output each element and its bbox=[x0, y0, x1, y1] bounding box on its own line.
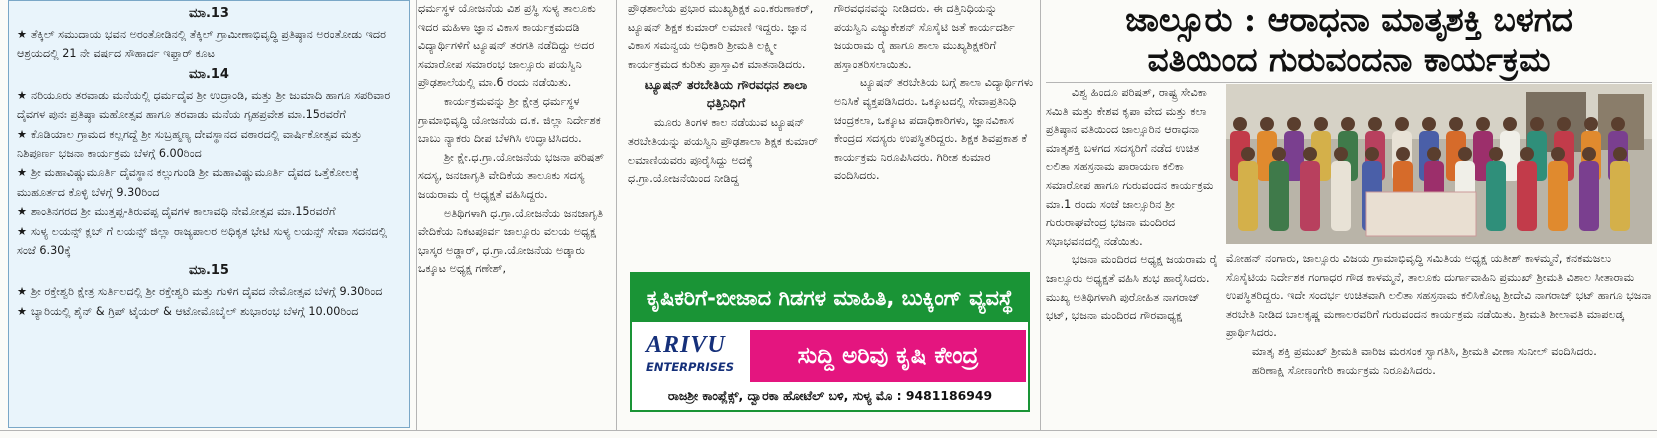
event-item bbox=[17, 222, 401, 261]
person-head bbox=[1314, 117, 1328, 131]
article-paragraph: ಹರಿಣಾಕ್ಷಿ ಸೋಣಂಗೇರಿ ಕಾರ್ಯಕ್ರಮ ನಿರೂಪಿಸಿದರು. bbox=[1252, 363, 1436, 377]
event-text: ಶಾಂತಿನಗರದ ಶ್ರೀ ಮುತ್ತಪ್ಪ-ತಿರುವಪ್ಪ ದೈವಗಳ ಕಾಲಾವಧಿ ನೇಮೋತ್ಸವ ಮಾ.15ರವರೆಗೆ bbox=[31, 205, 336, 219]
person-head bbox=[1395, 117, 1409, 131]
event-text: ಶ್ರೀ ರಕ್ತೇಶ್ವರಿ ಕ್ಷೇತ್ರ ಸುರ್ತಿಲದಲ್ಲಿ ಶ್ರೀ ರಕ್ತೇಶ್ವರಿ ಮತ್ತು ಗುಳಿಗ ದೈವದ ನೇಮೋತ್ಸವ ಬೆಳಗ್ಗೆ 9.30ರಿಂದ bbox=[31, 285, 383, 299]
article-paragraph: ಕಾರ್ಯಕ್ರಮವನ್ನು ಶ್ರೀ ಕ್ಷೇತ್ರ ಧರ್ಮಸ್ಥಳ ಗ್ರಾಮಾಭಿವೃದ್ಧಿ ಯೋಜನೆಯ ದ.ಕ. ಜಿಲ್ಲಾ ನಿರ್ದೇಶಕ ಬಾಬು ನ್ಯಾಕರು ದೀಪ ಬೆಳಗಿಸಿ ಉದ್ಘಾಟಿಸಿದರು. bbox=[418, 94, 601, 146]
person-body bbox=[1548, 161, 1568, 231]
star-bullet-icon: ★ bbox=[17, 224, 28, 238]
event-text: ಶ್ರೀ ಮಹಾವಿಷ್ಣುಮೂರ್ತಿ ದೈವಸ್ಥಾನ ಕಲ್ಲುಗುಂಡಿ ಶ್ರೀ ಮಹಾವಿಷ್ಣುಮೂರ್ತಿ ದೈವದ ಒತ್ತೆಕೋಲಕ್ಕೆ ಮುಹೂರ್ತದ ಕೊಳ್ಳಿ ಬೆಳಗ್ಗೆ 9.30ರಿಂದ bbox=[17, 166, 359, 199]
person-head bbox=[1582, 147, 1596, 161]
article-paragraph: ಗೌರವಧನವನ್ನು ನೀಡಿದರು. ಈ ದತ್ತಿನಿಧಿಯನ್ನು ಪಯಸ್ವಿನಿ ಎಜ್ಯುಕೇಶನ್ ಸೊಸೈಟಿ ಜತೆ ಕಾರ್ಯದರ್ಶಿ ಜಯರಾಮ ರೈ ಹಾಗೂ ಶಾಲಾ ಮುಖ್ಯಶಿಕ್ಷಕರಿಗೆ ಹಸ್ತಾಂತರಿಸಲಾಯಿತು. bbox=[834, 2, 1015, 71]
person-head bbox=[1303, 147, 1317, 161]
event-item bbox=[17, 202, 401, 221]
person-head bbox=[1287, 117, 1301, 131]
article-column-4 bbox=[834, 0, 1034, 265]
star-bullet-icon: ★ bbox=[17, 166, 28, 180]
star-bullet-icon: ★ bbox=[17, 205, 28, 219]
logo-main-text: ARIVU bbox=[646, 332, 726, 358]
person-head bbox=[1489, 147, 1503, 161]
article-paragraph: ಮೂರು ತಿಂಗಳ ಕಾಲ ನಡೆಯುವ ಟ್ಯೂಷನ್ ತರಬೇತಿಯನ್ನು ಪಯಸ್ವಿನಿ ಪ್ರೌಢಶಾಲಾ ಶಿಕ್ಷಕ ಕುಮಾರ್ ಲಮಾಣಿಯವರು ಪೂರೈಸಿದ್ದು ಅದಕ್ಕೆ ಧ.ಗ್ರಾ.ಯೋಜನೆಯಿಂದ ನೀಡಿದ್ದ bbox=[628, 116, 819, 186]
event-text: ಬ್ಯಾರಿಯಲ್ಲಿ ಶೈನ್ & ಗ್ರಿಪ್ ಟೈಯರ್ & ಆಟೋಮೊಬೈಲ್ ಶುಭಾರಂಭ ಬೆಳಗ್ಗೆ 10.00ರಿಂದ bbox=[31, 304, 359, 318]
column-divider bbox=[1040, 0, 1041, 430]
person-head bbox=[1551, 147, 1565, 161]
headline-line-1: ಜಾಲ್ಸೂರು : ಆರಾಧನಾ ಮಾತೃಶಕ್ತಿ ಬಳಗದ bbox=[1125, 0, 1573, 39]
logo-sub-text: ENTERPRISES bbox=[646, 360, 735, 374]
person-head bbox=[1260, 117, 1274, 131]
event-text: ಕೊಡಿಯಾಲ ಗ್ರಾಮದ ಕಲ್ಲಗದ್ದೆ ಶ್ರೀ ಸುಬ್ರಹ್ಮಣ್ಯ ದೇವಸ್ಥಾನದ ವಠಾರದಲ್ಲಿ ವಾರ್ಷಿಕೋತ್ಸವ ಮತ್ತು ನಿಶಿಪೂರ್ಣ ಭಜನಾ ಕಾರ್ಯಕ್ರಮ ಬೆಳಗ್ಗೆ 6.00ರಿಂದ bbox=[17, 127, 363, 161]
star-bullet-icon: ★ bbox=[17, 88, 28, 102]
date-heading-14: ಮಾ.14 bbox=[189, 66, 229, 82]
event-text: ನರಿಯೂರು ತರವಾಡು ಮನೆಯಲ್ಲಿ ಧರ್ಮದೈವ ಶ್ರೀ ಉದ್ರಾಂಡಿ, ಮತ್ತು ಶ್ರೀ ಜುಮಾದಿ ಹಾಗೂ ಸಪರಿವಾರ ದೈವಗಳ ಪುನಃ ಪ್ರತಿಷ್ಠಾ ಮಹೋತ್ಸವ ಹಾಗೂ ತರವಾಡು ಮನೆಯ ಗೃಹಪ್ರವೇಶ ಮಾ.15ರವರೆಗೆ bbox=[17, 88, 391, 122]
person-head bbox=[1530, 117, 1544, 131]
article-column-3 bbox=[628, 0, 824, 260]
event-item bbox=[17, 125, 401, 164]
article-paragraph: ವಿಶ್ವ ಹಿಂದೂ ಪರಿಷತ್, ರಾಷ್ಟ್ರ ಸೇವಿಕಾ ಸಮಿತಿ ಮತ್ತು ಕೇಶವ ಕೃಪಾ ವೇದ ಮತ್ತು ಕಲಾ ಪ್ರತಿಷ್ಠಾನ ವತಿಯಿಂದ ಜಾಲ್ಸೂರಿನ ಆರಾಧನಾ ಮಾತೃಶಕ್ತಿ ಬಳಗದ ಸದಸ್ಯರಿಗೆ ನಡೆದ ಉಚಿತ ಲಲಿತಾ ಸಹಸ್ರನಾಮ ಪಾರಾಯಣ ಕಲಿಕಾ ಸಮಾರೋಪ ಹಾಗೂ ಗುರುವಂದನ ಕಾರ್ಯಕ್ರಮ ಮಾ.1 ರಂದು ಸಂಜೆ ಜಾಲ್ಸೂರಿನ ಶ್ರೀ ಗುರುರಾಘವೇಂದ್ರ ಭಜನಾ ಮಂದಿರದ ಸಭಾಭವನದಲ್ಲಿ ನಡೆಯಿತು. bbox=[1046, 86, 1214, 248]
article-paragraph: ಮೋಹನ್ ನಂಗಾರು, ಜಾಲ್ಸೂರು ವಿಜಯ ಗ್ರಾಮಾಭಿವೃದ್ಧಿ ಸಮಿತಿಯ ಅಧ್ಯಕ್ಷ ಯತೀಶ್ ಕಾಳಮ್ಮನೆ, ಕನಕಮಜಲು ಸೊಸೈಟಿಯ ನಿರ್ದೇಶಕ ಗಂಗಾಧರ ಗೌಡ ಕಾಳಮ್ಮನೆ, ತಾಲೂಕು ದುರ್ಗಾವಾಹಿನಿ ಪ್ರಮುಖ್ ಶ್ರೀಮತಿ ವಿಶಾಲ ಸೀತಾರಾಮ ಉಪಸ್ಥಿತರಿದ್ದರು. ಇದೇ ಸಂದರ್ಭ ಉಚಿತವಾಗಿ ಲಲಿತಾ ಸಹಸ್ರನಾಮ ಕಲಿಸಿಕೊಟ್ಟ ಶ್ರೀದೇವಿ ನಾಗರಾಜ್ ಭಟ್ ಹಾಗೂ ಭಜನಾ ತರಬೇತಿ ನೀಡಿದ ಬಾಲಕೃಷ್ಣ ಮಣಾಲರವರಿಗೆ ಗುರುವಂದನ ಕಾರ್ಯಕ್ರಮ ನಡೆಯಿತು. ಶ್ರೀಮತಿ ಶೀಲಾವತಿ ಮಾಪಲಡ್ಕ ಪ್ರಾರ್ಥಿಸಿದರು. bbox=[1226, 252, 1652, 340]
person-head bbox=[1611, 117, 1625, 131]
article-paragraph: ಮಾತೃ ಶಕ್ತಿ ಪ್ರಮುಖ್ ಶ್ರೀಮತಿ ವಾರಿಜ ಮರಸಂಕ ಸ್ವಾಗತಿಸಿ, ಶ್ರೀಮತಿ ವೀಣಾ ಸುನೀಲ್ ವಂದಿಸಿದರು. bbox=[1252, 344, 1597, 358]
person-head bbox=[1520, 147, 1534, 161]
event-item bbox=[17, 163, 401, 202]
person-head bbox=[1476, 117, 1490, 131]
column-divider bbox=[416, 0, 417, 430]
story-headline bbox=[1046, 0, 1652, 80]
article-paragraph: ಪ್ರೌಢಶಾಲೆಯ ಪ್ರಭಾರ ಮುಖ್ಯಶಿಕ್ಷಕ ಎಂ.ಕರುಣಾಕರ್, ಟ್ಯೂಷನ್ ಶಿಕ್ಷಕ ಕುಮಾರ್ ಲಮಾಣಿ ಇದ್ದರು. ಜ್ಞಾನ ವಿಕಾಸ ಸಮನ್ವಯ ಅಧಿಕಾರಿ ಶ್ರೀಮತಿ ಲಕ್ಷ್ಮೀ ಕಾರ್ಯಕ್ರಮದ ಕುರಿತು ಪ್ರಾಸ್ತಾವಿಕ ಮಾತನಾಡಿದರು. bbox=[628, 2, 814, 71]
person-head bbox=[1241, 147, 1255, 161]
person-head bbox=[1449, 117, 1463, 131]
star-bullet-icon: ★ bbox=[17, 28, 28, 41]
person-head bbox=[1396, 147, 1410, 161]
person-head bbox=[1422, 117, 1436, 131]
article-paragraph: ಅತಿಥಿಗಳಾಗಿ ಧ.ಗ್ರಾ.ಯೋಜನೆಯ ಜನಜಾಗೃತಿ ವೇದಿಕೆಯ ನಿಕಟಪೂರ್ವ ಜಾಲ್ಸೂರು ವಲಯ ಅಧ್ಯಕ್ಷ ಭಾಸ್ಕರ ಅಡ್ಡಾರ್, ಧ.ಗ್ರಾ.ಯೋಜನೆಯ ಅಡ್ಕಾರು ಒಕ್ಕೂಟ ಅಧ್ಯಕ್ಷ ಗಣೇಶ್, bbox=[418, 206, 604, 276]
event-item bbox=[17, 282, 401, 301]
person-head bbox=[1341, 117, 1355, 131]
article-subheading: ಟ್ಯೂಷನ್ ತರಬೇತಿಯ ಗೌರವಧನ ಶಾಲಾ ಧತ್ತಿನಿಧಿಗೆ bbox=[644, 77, 808, 111]
person-body bbox=[1300, 161, 1320, 231]
event-item bbox=[17, 302, 401, 321]
person-head bbox=[1427, 147, 1441, 161]
article-paragraph: ಟ್ಯೂಷನ್ ತರಬೇತಿಯ ಬಗ್ಗೆ ಶಾಲಾ ವಿದ್ಯಾರ್ಥಿಗಳು ಅನಿಸಿಕೆ ವ್ಯಕ್ತಪಡಿಸಿದರು. ಒಕ್ಕೂಟದಲ್ಲಿ ಸೇವಾಪ್ರತಿನಿಧಿ ಚಂದ್ರಕಲಾ, ಒಕ್ಕೂಟ ಪದಾಧಿಕಾರಿಗಳು, ಜ್ಞಾನವಿಕಾಸ ಕೇಂದ್ರದ ಸದಸ್ಯರು ಉಪಸ್ಥಿತರಿದ್ದರು. ಶಿಕ್ಷಕ ಶಿವಪ್ರಕಾಶ ಕೆ ಕಾರ್ಯಕ್ರಮ ನಿರೂಪಿಸಿದರು. ಗಿರೀಶ ಕುಮಾರ ವಂದಿಸಿದರು. bbox=[834, 76, 1034, 183]
person-head bbox=[1557, 117, 1571, 131]
person-body bbox=[1238, 161, 1258, 231]
person-head bbox=[1365, 147, 1379, 161]
article-column-2 bbox=[418, 0, 610, 430]
article-paragraph: ಭಜನಾ ಮಂದಿರದ ಅಧ್ಯಕ್ಷ ಜಯರಾಮ ರೈ ಜಾಲ್ಸೂರು ಅಧ್ಯಕ್ಷತೆ ವಹಿಸಿ ಶುಭ ಹಾರೈಸಿದರು. ಮುಖ್ಯ ಅತಿಥಿಗಳಾಗಿ ಪುರೋಹಿತ ನಾಗರಾಜ್ ಭಟ್, ಭಜನಾ ಮಂದಿರದ ಗೌರವಾಧ್ಯಕ್ಷ bbox=[1046, 253, 1218, 323]
person-body bbox=[1269, 161, 1289, 231]
person-body bbox=[1610, 161, 1630, 231]
event-item bbox=[17, 25, 401, 64]
star-bullet-icon: ★ bbox=[17, 285, 28, 299]
person-body bbox=[1579, 161, 1599, 231]
person-body bbox=[1517, 161, 1537, 231]
article-paragraph: ಧರ್ಮಸ್ಥಳ ಯೋಜನೆಯ ವಿಶ ಪ್ರಸ್ಥಿ ಸುಳ್ಯ ತಾಲೂಕು ಇದರ ಮಹಿಳಾ ಜ್ಞಾನ ವಿಕಾಸ ಕಾರ್ಯಕ್ರಮದಡಿ ವಿದ್ಯಾರ್ಥಿಗಳಿಗೆ ಟ್ಯೂಷನ್ ತರಗತಿ ನಡೆದಿದ್ದು ಅದರ ಸಮಾರೋಪ ಸಮಾರಂಭ ಜಾಲ್ಸೂರು ಪಯಸ್ವಿನಿ ಪ್ರೌಢಶಾಲೆಯಲ್ಲಿ ಮಾ.6 ರಂದು ನಡೆಯಿತು. bbox=[418, 2, 596, 90]
person-head bbox=[1233, 117, 1247, 131]
column-divider bbox=[616, 0, 617, 430]
date-heading-15: ಮಾ.15 bbox=[189, 263, 229, 279]
person-head bbox=[1584, 117, 1598, 131]
person-head bbox=[1272, 147, 1286, 161]
ad-address: ರಾಜಶ್ರೀ ಕಾಂಪ್ಲೆಕ್ಸ್, ದ್ವಾರಕಾ ಹೋಟೆಲ್ ಬಳಿ, ಸುಳ್ಯ ಮೊ : 9481186949 bbox=[667, 388, 993, 403]
person-head bbox=[1458, 147, 1472, 161]
event-text: ತೆಕ್ಕಿಲ್ ಸಮುದಾಯ ಭವನ ಅರಂತೋಡಿನಲ್ಲಿ ತೆಕ್ಕಿಲ್ ಗ್ರಾಮೀಣಾಭಿವೃದ್ಧಿ ಪ್ರತಿಷ್ಠಾನ ಅರಂತೋಡು ಇದರ ಆಶ್ರಯದಲ್ಲಿ 21 ನೇ ವರ್ಷದ ಸೌಹಾರ್ದ ಇಫ್ತಾರ್ ಕೂಟ bbox=[17, 28, 387, 61]
bottom-rule bbox=[0, 430, 1657, 431]
star-bullet-icon: ★ bbox=[17, 127, 28, 141]
person-head bbox=[1334, 147, 1348, 161]
person-body bbox=[1331, 161, 1351, 231]
story-left-column bbox=[1046, 84, 1220, 424]
person-head bbox=[1368, 117, 1382, 131]
person-body bbox=[1486, 161, 1506, 231]
headline-line-2: ವತಿಯಿಂದ ಗುರುವಂದನಾ ಕಾರ್ಯಕ್ರಮ bbox=[1147, 40, 1551, 79]
event-item bbox=[17, 86, 401, 125]
ad-heading: ಕೃಷಿಕರಿಗೆ-ಬೀಜಾದ ಗಿಡಗಳ ಮಾಹಿತಿ, ಬುಕ್ಕಿಂಗ್ ವ್ಯವಸ್ಥೆ bbox=[632, 274, 1028, 322]
headline-rule bbox=[1046, 82, 1652, 83]
person-head bbox=[1503, 117, 1517, 131]
article-paragraph: ಶ್ರೀ ಕ್ಷೇ.ಧ.ಗ್ರಾ.ಯೋಜನೆಯ ಭಜನಾ ಪರಿಷತ್ ಸದಸ್ಯ, ಜನಜಾಗೃತಿ ವೇದಿಕೆಯ ತಾಲೂಕು ಸದಸ್ಯ ಜಯರಾಮ ರೈ ಅಧ್ಯಕ್ಷತೆ ವಹಿಸಿದ್ದರು. bbox=[418, 150, 605, 201]
arivu-logo bbox=[646, 330, 746, 384]
group-photo bbox=[1226, 84, 1652, 244]
star-bullet-icon: ★ bbox=[17, 304, 28, 318]
event-listing-box bbox=[8, 0, 410, 428]
event-text: ಸುಳ್ಯ ಲಯನ್ಸ್ ಕ್ಲಬ್ ಗೆ ಲಯನ್ಸ್ ಜಿಲ್ಲಾ ರಾಜ್ಯಪಾಲರ ಅಧಿಕೃತ ಭೇಟಿ ಸುಳ್ಯ ಲಯನ್ಸ್ ಸೇವಾ ಸದನದಲ್ಲಿ ಸಂಜೆ 6.30ಕ್ಕೆ bbox=[17, 224, 388, 258]
story-below-photo bbox=[1226, 250, 1652, 400]
ad-business-name: ಸುದ್ದಿ ಅರಿವು ಕೃಷಿ ಕೇಂದ್ರ bbox=[750, 330, 1026, 382]
advertisement bbox=[630, 272, 1030, 412]
date-heading-13: ಮಾ.13 bbox=[189, 6, 229, 21]
person-head bbox=[1613, 147, 1627, 161]
group-photo-illustration bbox=[1226, 84, 1652, 244]
